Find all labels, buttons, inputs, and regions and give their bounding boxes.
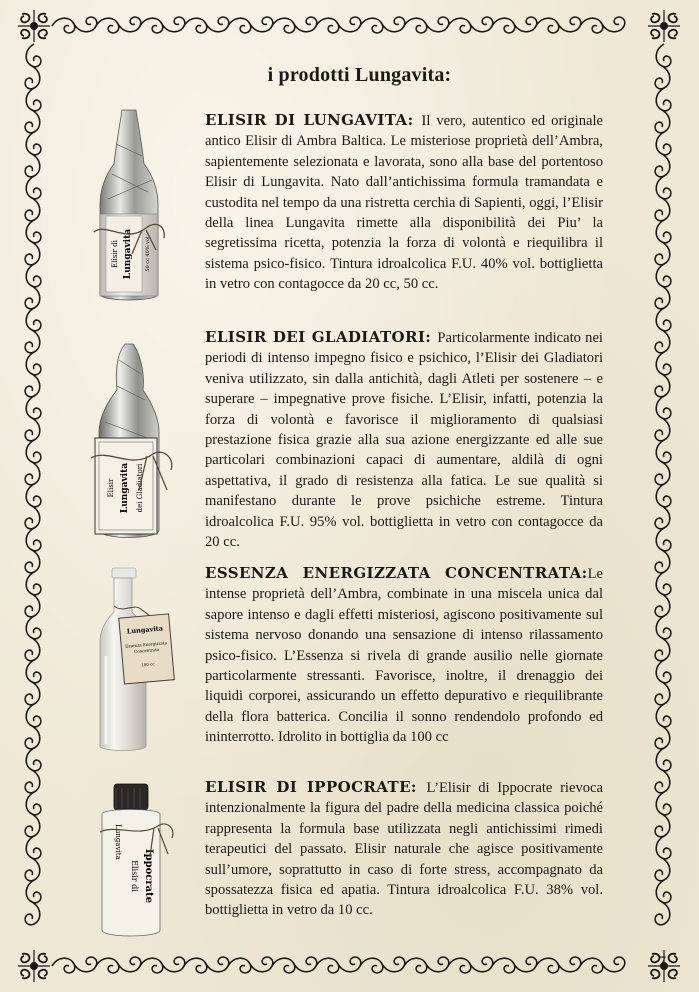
- border-scroll-right: [655, 748, 671, 793]
- border-scroll-left: [25, 308, 41, 353]
- border-scroll-top: [404, 17, 449, 33]
- border-scroll-right: [655, 616, 671, 661]
- product-section-essenza-energizzata: [205, 563, 603, 748]
- border-scroll-top: [448, 17, 493, 33]
- border-scroll-bottom: [580, 957, 625, 973]
- border-scroll-top: [140, 17, 185, 33]
- border-scroll-left: [25, 880, 41, 925]
- border-scroll-top: [272, 17, 317, 33]
- border-scroll-bottom: [316, 957, 361, 973]
- elisir-gladiatori-bottle-image: [87, 340, 179, 545]
- bottle-label-line: Elisir di: [111, 240, 119, 268]
- border-scroll-left: [25, 440, 41, 485]
- elisir-ippocrate-bottle-image: [92, 780, 176, 940]
- corner-ornament-top-left: [18, 10, 50, 42]
- border-scroll-top: [228, 17, 273, 33]
- corner-ornament-bottom-left: [18, 950, 50, 982]
- border-scroll-bottom: [448, 957, 493, 973]
- page-title: i prodotti Lungavita:: [267, 64, 452, 86]
- bottle-label-small: 100 cc: [141, 661, 155, 668]
- border-scroll-top: [52, 17, 97, 33]
- bottle-label-line: Elisir: [107, 478, 115, 498]
- border-scroll-left: [25, 660, 41, 705]
- product-description: Particolarmente indicato nei periodi di intenso impegno fisico e psichico, l’Elisir dei Gladiatori veniva utilizzato, sin dalla antichità, dagli Atleti per sostenere – e superare – impegnative prove fisiche. L’Elisir, infatti, potenzia la forza di volontà e favorisce il miglioramento di qualsiasi prestazione fisica grazie alla sua azione energizzante ed alle sue particolari combinazioni capaci di aumentare, aldilà di ogni aspettativa, il grado di resistenza alla fatica. Le sue qualità si manifestano durante le prove psichiche estreme. Tintura idroalcolica F.U. 95% vol. bottiglietta in vetro con contagocce da 20 cc.: [205, 330, 603, 551]
- heading-separator: :: [410, 778, 427, 796]
- border-scroll-top: [536, 17, 581, 33]
- heading-separator: :: [581, 564, 588, 582]
- border-scroll-bottom: [272, 957, 317, 973]
- border-scroll-top: [96, 17, 141, 33]
- border-scroll-left: [25, 792, 41, 837]
- border-scroll-bottom: [492, 957, 537, 973]
- elisir-lungavita-bottle-image: [86, 104, 174, 309]
- corner-ornament-top-right: [648, 10, 680, 42]
- bottle-label-line: Concentrata: [133, 646, 160, 655]
- border-scroll-right: [655, 352, 671, 397]
- product-heading: ESSENZA ENERGIZZATA CONCENTRATA: [205, 564, 582, 582]
- border-scroll-top: [360, 17, 405, 33]
- border-scroll-right: [655, 660, 671, 705]
- border-scroll-bottom: [52, 957, 97, 973]
- border-scroll-right: [655, 484, 671, 529]
- bottle-label-line: Elisir di: [130, 860, 139, 892]
- bottle-label-line: Essenza Energizzata: [125, 640, 168, 649]
- border-scroll-left: [25, 176, 41, 221]
- bottle-label-small: 50 cc 40% vol: [145, 236, 151, 272]
- border-scroll-bottom: [96, 957, 141, 973]
- border-scroll-right: [655, 440, 671, 485]
- border-scroll-bottom: [536, 957, 581, 973]
- bottle-label-line: Lungavita: [120, 462, 130, 514]
- border-scroll-right: [655, 176, 671, 221]
- border-scroll-left: [25, 484, 41, 529]
- border-scroll-right: [655, 220, 671, 265]
- border-scroll-left: [25, 748, 41, 793]
- border-scroll-top: [580, 17, 625, 33]
- border-scroll-left: [25, 132, 41, 177]
- border-scroll-bottom: [228, 957, 273, 973]
- product-heading: ELISIR DI LUNGAVITA: [205, 111, 408, 129]
- border-scroll-right: [655, 528, 671, 573]
- border-scroll-bottom: [360, 957, 405, 973]
- border-scroll-left: [25, 704, 41, 749]
- product-description: Le intense proprietà dell’Ambra, combinate in una miscela unica dal sapore intenso e dagli effetti misteriosi, agiscono positivamente sul sistema nervoso donando una sensazione di intenso rilassamento psico-fisico. L’Essenza si rivela di grande ausilio nelle giornate particolarmente stressanti. Favorisce, inoltre, il drenaggio dei liquidi corporei, assicurando un effetto depurativo e riequilibrante della flora batterica. Concilia il sonno rendendolo profondo ed ininterrotto. Idrolito in bottiglia da 100 cc: [205, 566, 603, 746]
- border-scroll-right: [655, 572, 671, 617]
- border-scroll-left: [25, 616, 41, 661]
- border-scroll-left: [25, 528, 41, 573]
- border-scroll-right: [655, 792, 671, 837]
- border-scroll-bottom: [184, 957, 229, 973]
- border-scroll-top: [316, 17, 361, 33]
- product-section-elisir-gladiatori: [205, 327, 603, 552]
- border-scroll-right: [655, 88, 671, 133]
- border-scroll-left: [25, 264, 41, 309]
- border-scroll-left: [25, 396, 41, 441]
- bottle-label-line: Lungavita: [126, 624, 164, 636]
- border-scroll-right: [655, 396, 671, 441]
- bottle-label-line: Ippocrate: [143, 848, 154, 904]
- essenza-energizzata-bottle-image: [92, 566, 184, 754]
- border-scroll-right: [655, 264, 671, 309]
- border-scroll-right: [655, 132, 671, 177]
- heading-separator: :: [425, 328, 438, 346]
- border-scroll-right: [655, 880, 671, 925]
- border-scroll-left: [25, 352, 41, 397]
- border-scroll-top: [184, 17, 229, 33]
- bottle-label-line: Lungavita: [114, 824, 122, 860]
- border-scroll-right: [655, 308, 671, 353]
- product-section-elisir-ippocrate: [205, 777, 603, 921]
- product-heading: ELISIR DI IPPOCRATE: [205, 778, 411, 796]
- border-scroll-top: [492, 17, 537, 33]
- product-heading: ELISIR DEI GLADIATORI: [205, 328, 426, 346]
- heading-separator: :: [407, 111, 422, 129]
- border-scroll-bottom: [140, 957, 185, 973]
- product-description: L’Elisir di Ippocrate rievoca intenzionalmente la figura del padre della medicina classica poiché rappresenta la formula base utilizzata negli antichissimi rimedi terapeutici del passato. Elisir naturale che agisce positivamente sull’umore, soprattutto in caso di forte stress, accompagnato da spossatezza fisica ed apatia. Tintura idroalcolica F.U. 38% vol. bottiglietta in vetro da 10 cc.: [205, 780, 604, 919]
- bottle-label-line: Lungavita: [123, 228, 133, 280]
- product-description: Il vero, autentico ed originale antico Elisir di Ambra Baltica. Le misteriose proprietà dell’Ambra, sapientemente selezionata e lavorata, sono alla base del portentoso Elisir di Lungavita. Nato dall’antichissima formula tramandata e custodita nel tempo da una ristretta cerchia di Sapienti, oggi, l’Elisir della linea Lungavita rimette alla disponibilità dei Piu’ la segretissima ricetta, potenzia la forza di volontà e riequilibra il sistema psico-fisico. Tintura idroalcolica F.U. 40% vol. bottiglietta in vetro con contagocce da 20 cc, 50 cc.: [205, 113, 604, 293]
- bottle-label-line: dei Gladiatori: [136, 463, 144, 513]
- border-scroll-left: [25, 572, 41, 617]
- border-scroll-right: [655, 836, 671, 881]
- border-scroll-bottom: [404, 957, 449, 973]
- border-scroll-left: [25, 220, 41, 265]
- page-number: 7: [658, 954, 666, 970]
- border-scroll-left: [25, 88, 41, 133]
- product-section-elisir-lungavita: [205, 110, 603, 295]
- border-scroll-left: [25, 836, 41, 881]
- border-scroll-right: [655, 704, 671, 749]
